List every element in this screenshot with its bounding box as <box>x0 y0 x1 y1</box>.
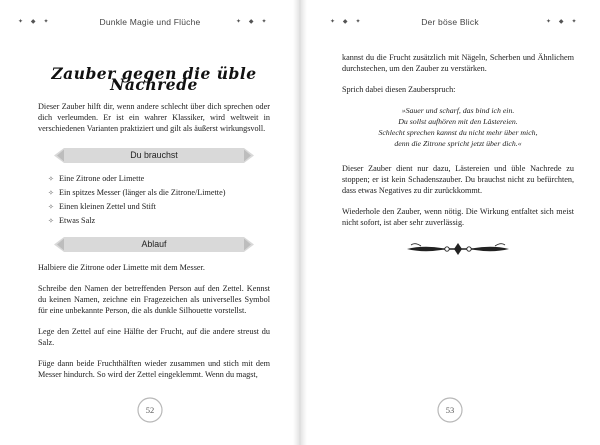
header-ornament-icon: ✦ ◆ ✦ <box>236 18 270 25</box>
step-paragraph: Lege den Zettel auf eine Hälfte der Frucht, auf die andere streust du Salz. <box>38 327 270 347</box>
ingredient-list <box>38 172 270 228</box>
running-title: Der böse Blick <box>421 17 479 27</box>
intro-paragraph: Dieser Zauber hilft dir, wenn andere schlecht über dich sprechen oder dich verleumden. Er ist ein wahrer Klassiker, wird weltweit in verschiedenen Varianten praktiziert und gilt als äußerst wirkungsvoll. <box>38 102 270 133</box>
header-ornament-icon: ✦ ◆ ✦ <box>546 18 580 25</box>
continuation-paragraph: kannst du die Frucht zusätzlich mit Nägeln, Scherben und Ähnlichem durchstechen, um den Zauber zu verstärken. <box>342 53 574 73</box>
diamond-bullet-icon: ✧ <box>48 175 54 183</box>
spell-intro: Sprich dabei diesen Zauberspruch: <box>342 85 456 94</box>
running-head-left <box>0 17 300 31</box>
spell-quote <box>342 105 574 149</box>
right-page <box>300 0 600 445</box>
spell-line: Schlecht sprechen kannst du nicht mehr über mich, <box>378 128 538 137</box>
section-heading-needs: Du brauchst <box>130 150 178 160</box>
section-banner-procedure <box>54 237 254 252</box>
section-divider <box>342 242 574 259</box>
paragraph-repeat: Wiederhole den Zauber, wenn nötig. Die Wirkung entfaltet sich meist nicht sofort, ist aber sehr zuverlässig. <box>342 207 574 227</box>
section-heading-procedure: Ablauf <box>141 239 167 249</box>
list-item: ✧ Eine Zitrone oder Limette <box>48 172 270 186</box>
step-paragraph: Füge dann beide Fruchthälften wieder zusammen und stich mit dem Messer hindurch. So wird der Zettel eingeklemmt. Wenn du magst, <box>38 359 270 379</box>
list-item: ✧ Ein spitzes Messer (länger als die Zitrone/Limette) <box>48 186 270 200</box>
header-ornament-icon: ✦ ◆ ✦ <box>330 18 364 25</box>
book-gutter <box>293 0 307 445</box>
spell-line: »Sauer und scharf, das bind ich ein. <box>401 106 515 115</box>
step-paragraph: Schreibe den Namen der betreffenden Person auf den Zettel. Kennst du keinen Namen, zeichne ein Fragezeichen als universelles Symbol für eine unbekannte Person, die als dunkle Silhouette vorstellst. <box>38 284 270 315</box>
chapter-title: Zauber gegen die üble Nachrede <box>51 64 257 94</box>
page-number-left: 52 <box>136 396 164 424</box>
page-number-right: 53 <box>436 396 464 424</box>
diamond-bullet-icon: ✧ <box>48 217 54 225</box>
list-item: ✧ Etwas Salz <box>48 214 270 228</box>
spell-line: denn die Zitrone spricht jetzt über dich.« <box>394 139 522 148</box>
header-ornament-icon: ✦ ◆ ✦ <box>18 18 52 25</box>
diamond-bullet-icon: ✧ <box>48 189 54 197</box>
section-banner-needs <box>54 148 254 163</box>
left-body <box>38 64 270 380</box>
diamond-bullet-icon: ✧ <box>48 203 54 211</box>
right-body <box>342 52 574 259</box>
spell-line: Du sollst aufhören mit den Lästereien. <box>398 117 518 126</box>
ornamental-flourish-icon <box>403 242 513 256</box>
paragraph-no-harm: Dieser Zauber dient nur dazu, Lästereien und üble Nachrede zu stoppen; er ist kein Schadenszauber. Du brauchst nicht zu befürchten, dass etwas Negatives zu dir zurückkommt. <box>342 164 574 195</box>
step-paragraph: Halbiere die Zitrone oder Limette mit dem Messer. <box>38 263 205 272</box>
running-head-right <box>300 17 600 31</box>
list-item: ✧ Einen kleinen Zettel und Stift <box>48 200 270 214</box>
running-title: Dunkle Magie und Flüche <box>99 17 201 27</box>
